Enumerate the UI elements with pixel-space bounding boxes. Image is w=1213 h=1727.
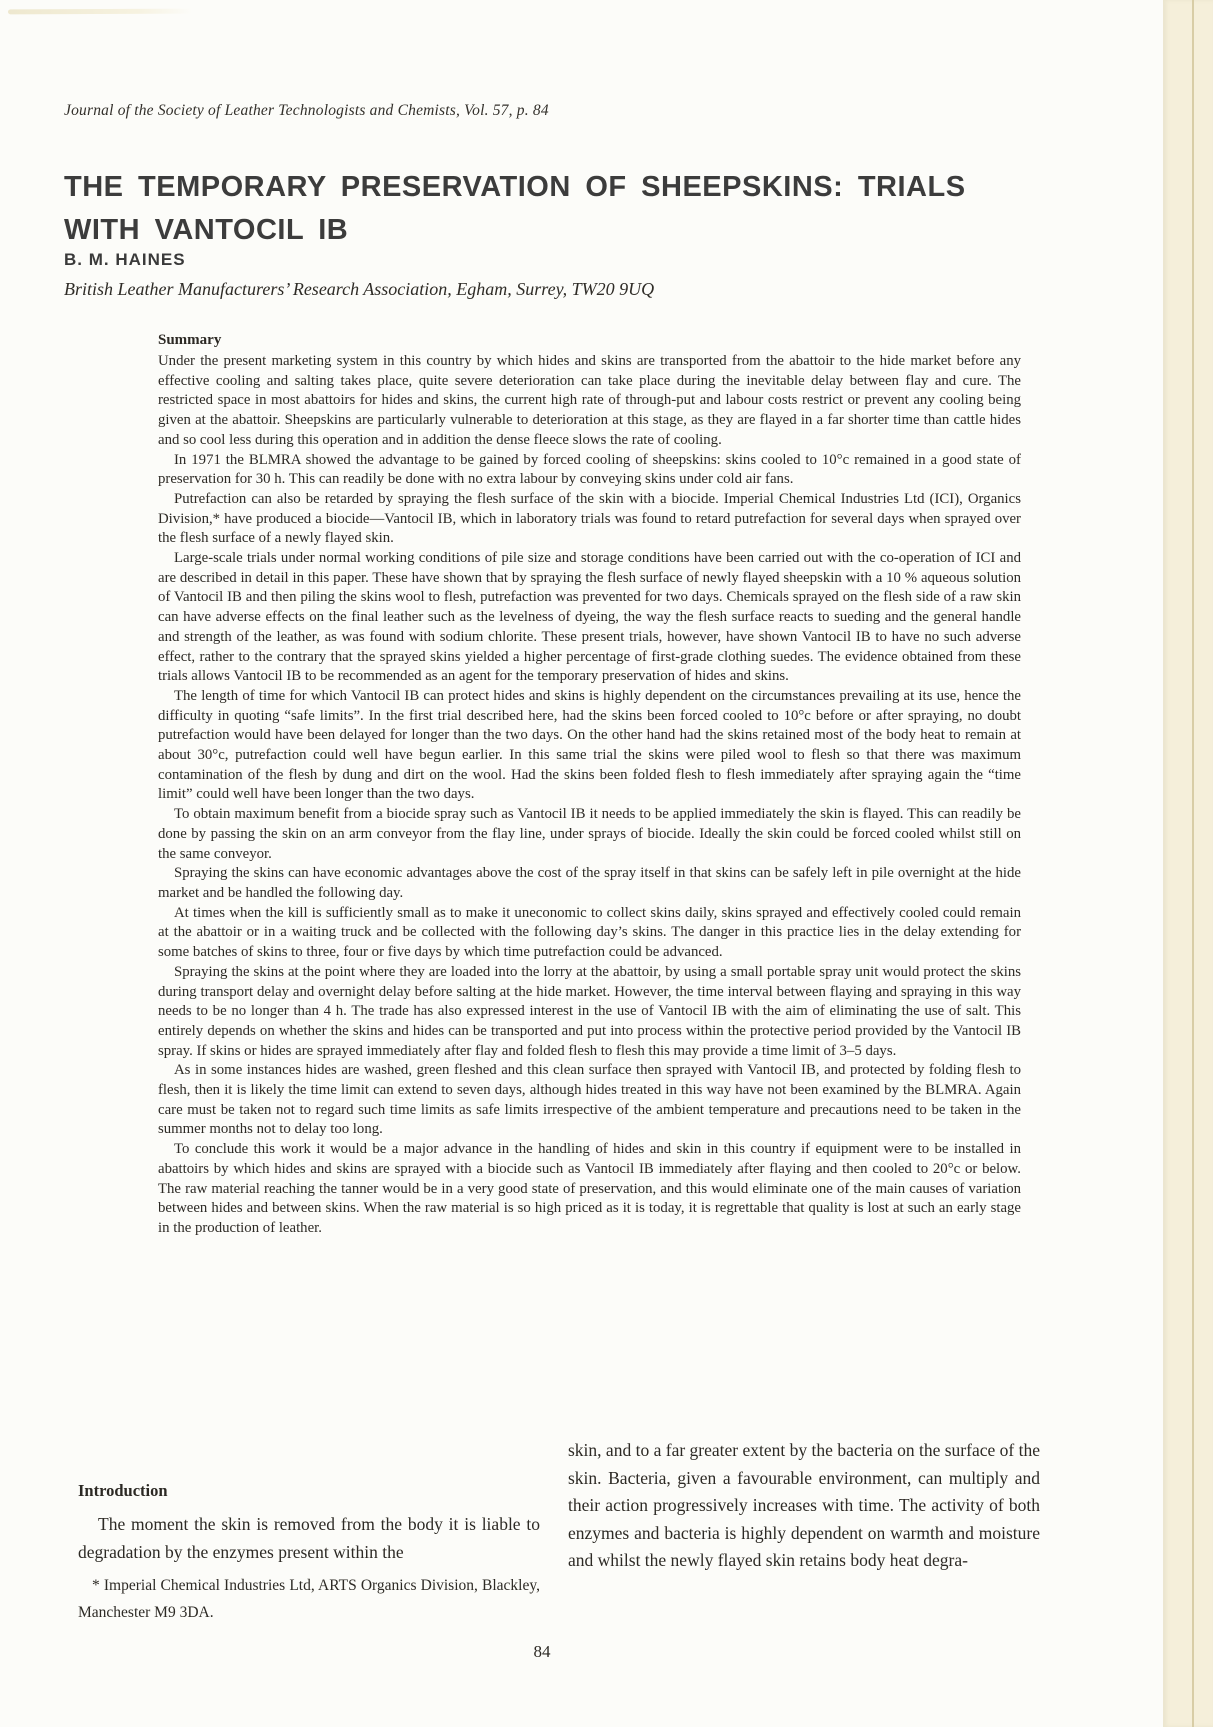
summary-paragraph: Large-scale trials under normal working conditions of pile size and storage conditions have been carried out with the co-operation of ICI and are described in detail in this paper. These have shown that by spraying the flesh surface of newly flayed sheepskin with a 10 % aqueous solution of Vantocil IB and then piling the skins wool to flesh, putrefaction was prevented for two days. Chemicals sprayed on the flesh side of a raw skin can have adverse effects on the final leather such as the levelness of dyeing, the way the flesh surface reacts to sueding and the general handle and strength of the leather, as was found with sodium chlorite. These present trials, however, have shown Vantocil IB to have no such adverse effect, rather to the contrary that the sprayed skins yielded a higher percentage of first-grade clothing suedes. The evidence obtained from these trials allows Vantocil IB to be recommended as an agent for the temporary preservation of hides and skins. [158, 550, 1021, 685]
summary-body [158, 352, 1021, 1239]
summary-paragraph: The length of time for which Vantocil IB can protect hides and skins is highly dependent on the circumstances prevailing at its use, hence the difficulty in quoting “safe limits”. In the first trial described here, had the skins been forced cooled to 10°c before or after spraying, no doubt putrefaction would have been delayed for longer than the two days. On the other hand had the skins retained most of the body heat to remain at about 30°c, putrefaction could well have begun earlier. In this same trial the skins were piled wool to flesh so that there was maximum contamination of the flesh by dung and dirt on the wool. Had the skins been folded flesh to flesh immediately after spraying again the “time limit” could well have been longer than the two days. [158, 687, 1021, 803]
summary-paragraph: As in some instances hides are washed, green fleshed and this clean surface then sprayed with Vantocil IB, and protected by folding flesh to flesh, then it is likely the time limit can extend to seven days, although hides treated in this way have not been examined by the BLMRA. Again care must be taken not to regard such time limits as safe limits irrespective of the ambient temperature and precautions need to be taken in the summer months not to delay too long. [158, 1062, 1021, 1138]
summary-paragraph: To obtain maximum benefit from a biocide spray such as Vantocil IB it needs to be applied immediately the skin is flayed. This can readily be done by passing the skin on an arm conveyor from the flay line, under sprays of biocide. Ideally the skin could be forced cooled whilst still on the same conveyor. [158, 806, 1021, 862]
summary-paragraph: At times when the kill is sufficiently small as to make it uneconomic to collect skins daily, skins sprayed and effectively cooled could remain at the abattoir or in a waiting truck and be collected with the following day’s skins. The danger in this practice lies in the delay extending for some batches of skins to three, four or five days by which time putrefaction could be advanced. [158, 904, 1021, 961]
article-title-line1: THE TEMPORARY PRESERVATION OF SHEEPSKINS: TRIALS [64, 171, 966, 203]
author-name: B. M. HAINES [64, 250, 186, 269]
summary-paragraph: Spraying the skins at the point where they are loaded into the lorry at the abattoir, by using a small portable spray unit would protect the skins during transport delay and overnight delay before salting at the hide market. However, the time interval between flaying and spraying in this way needs to be no longer than 4 h. The trade has also expressed interest in the use of Vantocil IB with the aim of eliminating the use of salt. This entirely depends on whether the skins and hides can be transported and put into process within the protective period provided by the Vantocil IB spray. If skins or hides are sprayed immediately after flay and folded flesh to flesh this may provide a time limit of 3–5 days. [158, 963, 1021, 1059]
summary-heading: Summary [158, 332, 222, 348]
author-footnote: * Imperial Chemical Industries Ltd, ARTS Organics Division, Blackley, Manchester M9 3DA. [78, 1577, 540, 1621]
article-title-line2: WITH VANTOCIL IB [64, 214, 349, 246]
next-page-edge [1163, 0, 1213, 1727]
summary-paragraph: Putrefaction can also be retarded by spraying the flesh surface of the skin with a biocide. Imperial Chemical Industries Ltd (ICI), Organics Division,* have produced a biocide—Vantocil IB, which in laboratory trials was found to retard putrefaction for several days when sprayed over the flesh surface of a newly flayed skin. [158, 490, 1021, 547]
page-number: 84 [533, 1642, 551, 1661]
introduction-heading: Introduction [78, 1481, 168, 1500]
article-title [64, 166, 1044, 252]
summary-paragraph: Under the present marketing system in this country by which hides and skins are transported from the abattoir to the hide market before any effective cooling and salting takes place, quite severe deterioration can take place during the inevitable delay between flay and cure. The restricted space in most abattoirs for hides and skins, the current high rate of through-put and labour costs restrict or prevent any cooling being given at the abattoir. Sheepskins are particularly vulnerable to deterioration at this stage, as they are flayed in a far shorter time than cattle hides and so cool less during this operation and in addition the dense fleece slows the rate of cooling. [158, 353, 1021, 448]
summary-paragraph: In 1971 the BLMRA showed the advantage to be gained by forced cooling of sheepskins: skins cooled to 10°c remained in a good state of preservation for 30 h. This can readily be done with no extra labour by conveying skins under cold air fans. [158, 451, 1021, 488]
introduction-paragraph: The moment the skin is removed from the body it is liable to degradation by the enzymes present within the [78, 1514, 540, 1562]
author-affiliation: British Leather Manufacturers’ Research Association, Egham, Surrey, TW20 9UQ [64, 279, 655, 299]
page-fold-line [1192, 0, 1194, 1727]
introduction-right-column: skin, and to a far greater extent by the bacteria on the surface of the skin. Bacteria, given a favourable environment, can multiply and their action progressively increases with time. The activity of both enzymes and bacteria is highly dependent on warmth and moisture and whilst the newly flayed skin retains body heat degra- [568, 1440, 1040, 1570]
introduction-left-column [78, 1481, 540, 1566]
summary-paragraph: Spraying the skins can have economic advantages above the cost of the spray itself in that skins can be safely left in pile overnight at the hide market and be handled the following day. [158, 865, 1021, 901]
summary-section [158, 332, 1021, 1239]
summary-paragraph: To conclude this work it would be a major advance in the handling of hides and skin in this country if equipment were to be installed in abattoirs by which hides and skins are sprayed with a biocide such as Vantocil IB immediately after flaying and then cooled to 20°c or below. The raw material reaching the tanner would be in a very good state of preservation, and this would eliminate one of the main causes of variation between hides and between skins. When the raw material is so high priced as it is today, it is regrettable that quality is lost at such an early stage in the production of leather. [158, 1141, 1021, 1236]
scan-streak-artifact [8, 9, 192, 15]
journal-reference: Journal of the Society of Leather Technologists and Chemists, Vol. 57, p. 84 [64, 102, 549, 119]
